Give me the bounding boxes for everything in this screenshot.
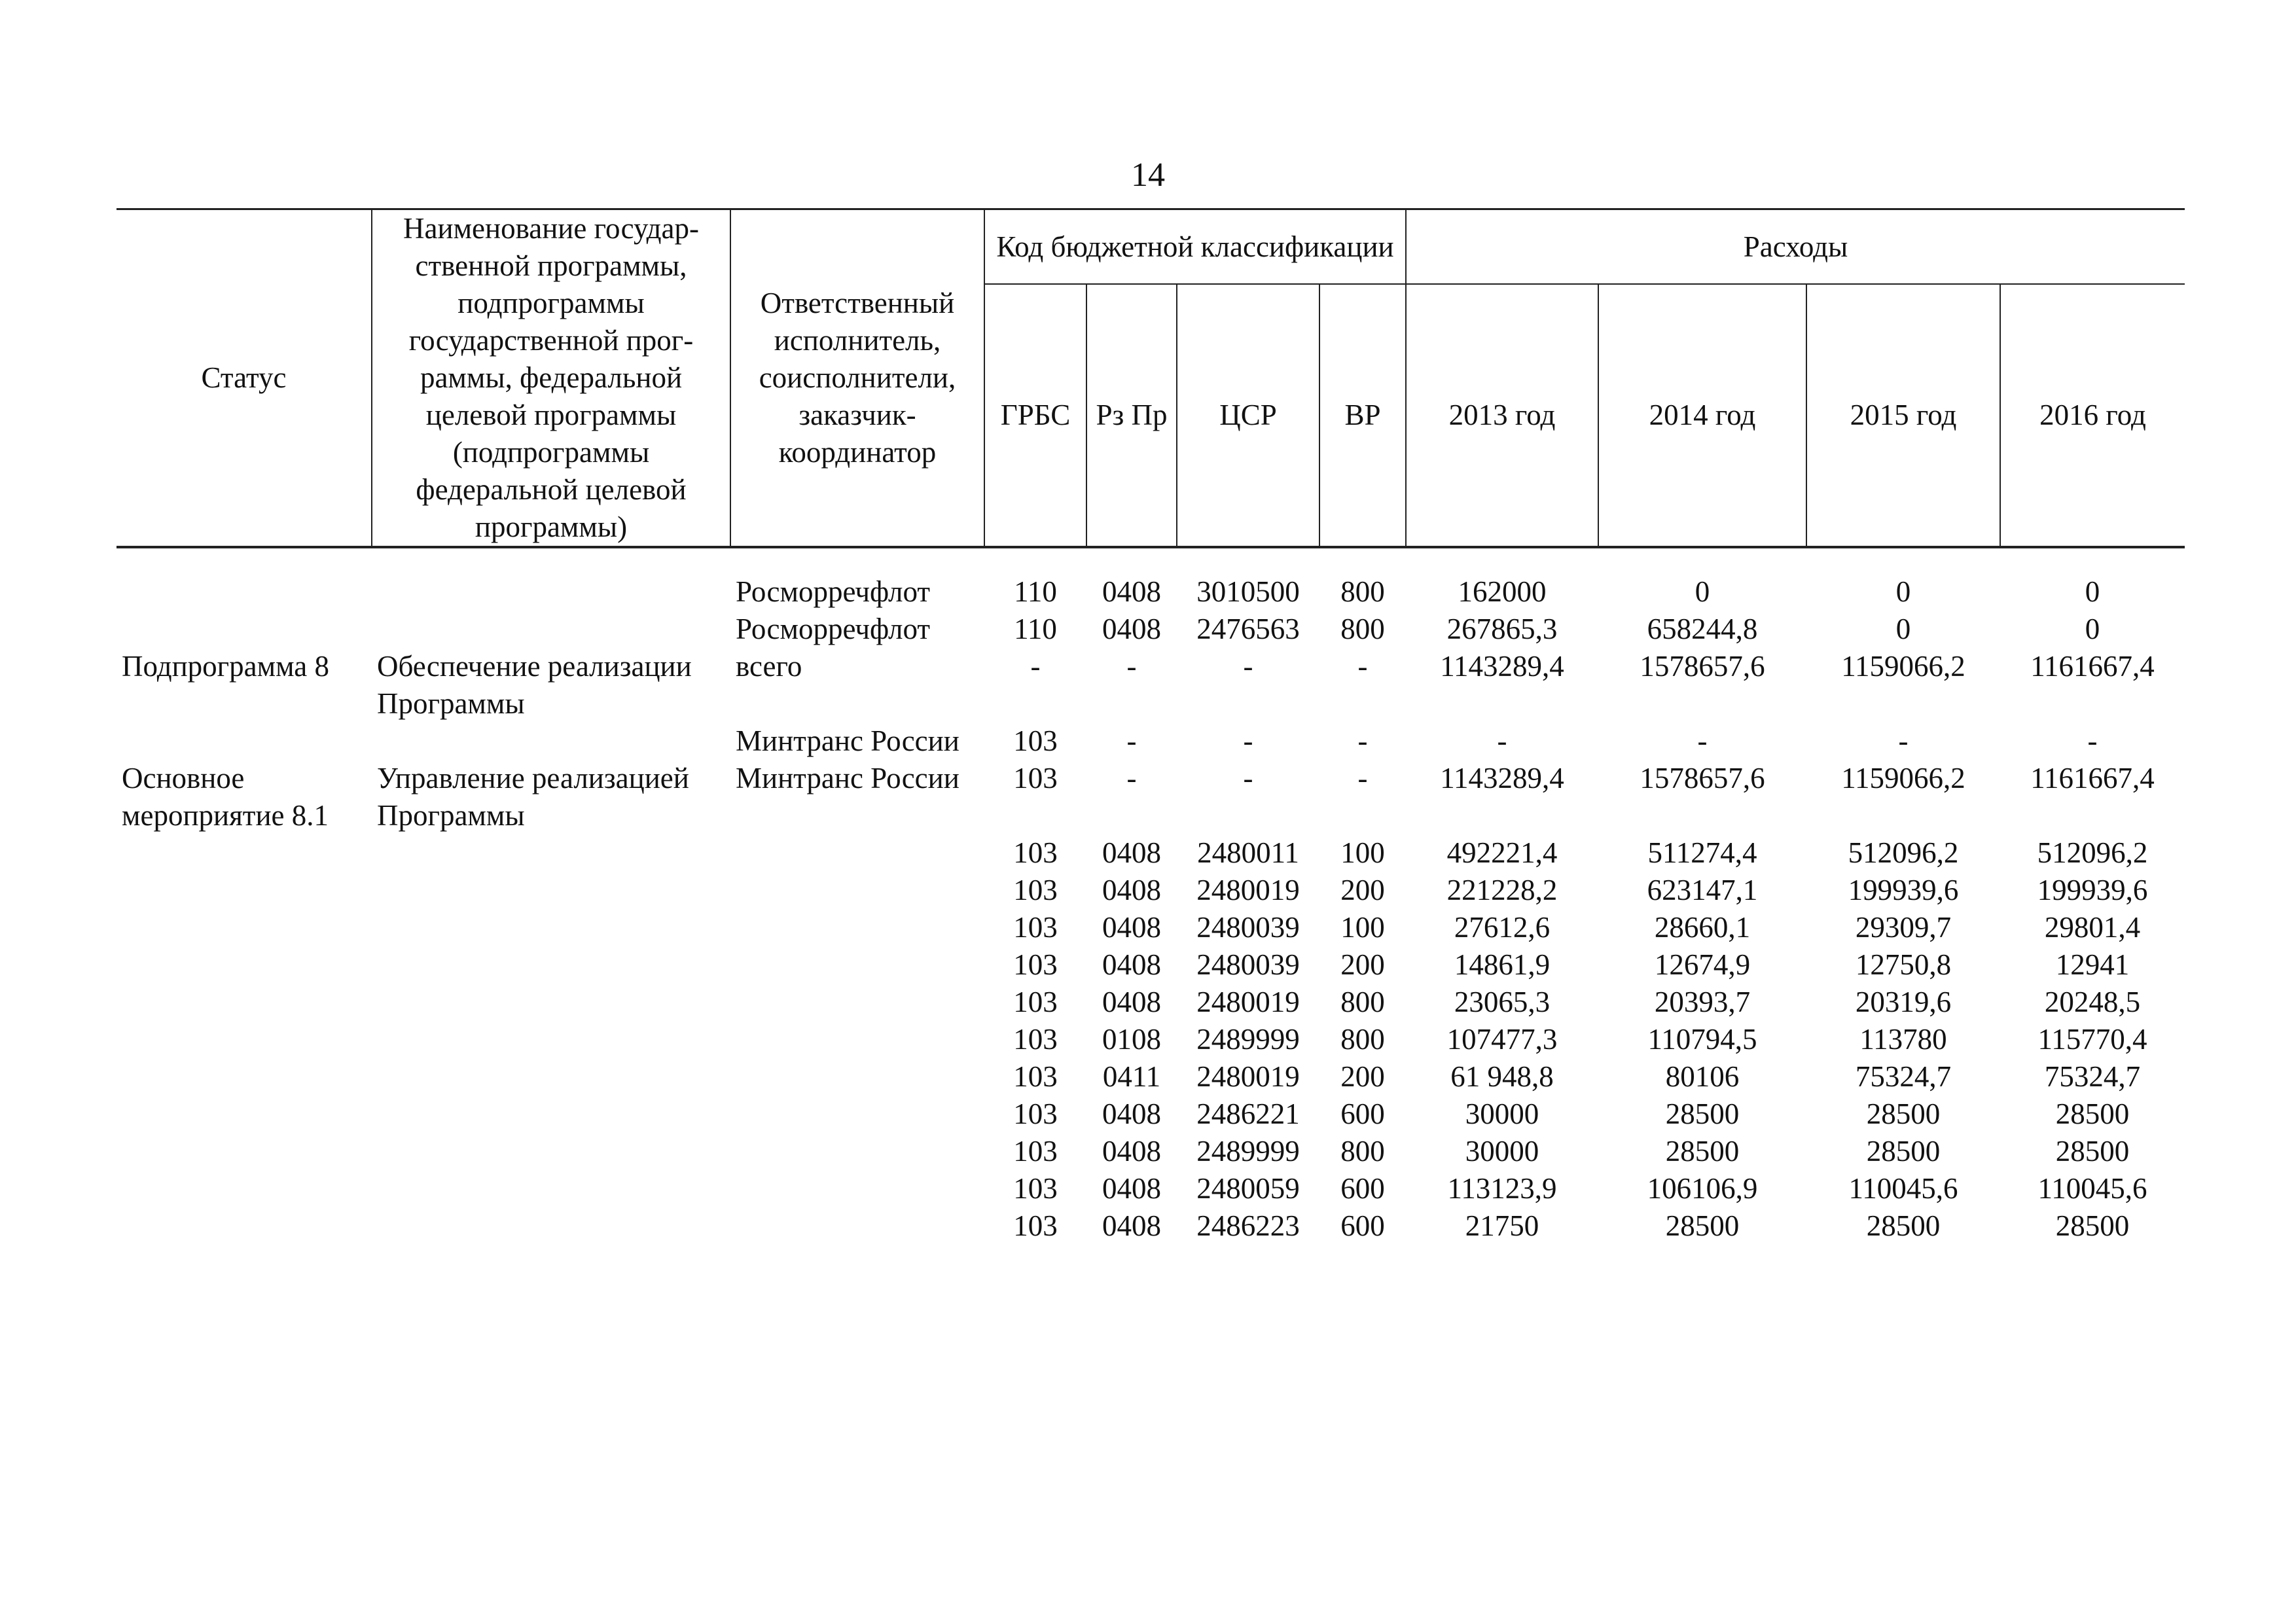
cell-rzpr: 0408	[1102, 1097, 1161, 1130]
table-row	[117, 1096, 2185, 1133]
table-row	[117, 834, 2185, 872]
cell-2015: 113780	[1859, 1023, 1947, 1056]
table-row	[117, 984, 2185, 1021]
cell-status: Подпрограмма 8	[122, 650, 329, 683]
cell-csr: 2480039	[1196, 911, 1300, 944]
cell-2013: 21750	[1465, 1209, 1539, 1242]
cell-vr: 600	[1340, 1097, 1385, 1130]
cell-grbs: 103	[1013, 1060, 1058, 1093]
cell-grbs: 103	[1013, 762, 1058, 794]
cell-vr: -	[1357, 762, 1368, 794]
cell-csr: -	[1243, 724, 1253, 757]
cell-2015: 199939,6	[1848, 874, 1959, 906]
cell-2015: 75324,7	[1855, 1060, 1952, 1093]
cell-status	[117, 1207, 372, 1245]
cell-csr: 2480059	[1196, 1172, 1300, 1205]
cell-grbs: 103	[1013, 986, 1058, 1018]
cell-rzpr: 0408	[1102, 1172, 1161, 1205]
header-year-2016: 2016 год	[2000, 284, 2185, 547]
table-row	[117, 1207, 2185, 1245]
header-expenses: Расходы	[1406, 209, 2185, 285]
cell-status	[117, 834, 372, 872]
cell-vr: 100	[1340, 836, 1385, 869]
cell-grbs: 110	[1014, 575, 1057, 608]
cell-rzpr: 0408	[1102, 836, 1161, 869]
header-budget-code: Код бюджетной классификации	[984, 209, 1406, 285]
cell-program-name	[372, 573, 730, 611]
header-vr: ВР	[1319, 284, 1406, 547]
cell-status: Основное мероприятие 8.1	[122, 762, 329, 832]
cell-status	[117, 946, 372, 984]
cell-program-name	[372, 834, 730, 872]
cell-responsible: Минтранс России	[736, 724, 960, 757]
table-body	[117, 548, 2185, 1245]
cell-responsible	[730, 984, 984, 1021]
header-year-2014: 2014 год	[1598, 284, 1806, 547]
cell-2015: 29309,7	[1855, 911, 1952, 944]
cell-responsible: Росморречфлот	[736, 575, 931, 608]
table-row	[117, 611, 2185, 648]
cell-csr: 2489999	[1196, 1023, 1300, 1056]
cell-grbs: 110	[1014, 613, 1057, 645]
header-program-name-text: Наименование государ-ственной программы, подпрограммы государственной прог-раммы, федеральной целевой программы (подпрограммы федеральной целевой программы)	[403, 212, 699, 543]
cell-vr: 800	[1340, 1135, 1385, 1168]
cell-vr: 200	[1340, 1060, 1385, 1093]
cell-2014: 12674,9	[1654, 948, 1751, 981]
cell-2013: 492221,4	[1446, 836, 1558, 869]
cell-2016: 12941	[2055, 948, 2130, 981]
cell-status	[117, 1170, 372, 1207]
table-row	[117, 573, 2185, 611]
cell-2016: 1161667,4	[2030, 650, 2155, 683]
cell-2015: 28500	[1866, 1135, 1941, 1168]
cell-vr: 100	[1340, 911, 1385, 944]
cell-2016: 0	[2085, 613, 2100, 645]
cell-2014: 20393,7	[1654, 986, 1751, 1018]
table-header	[117, 209, 2185, 549]
cell-2015: 110045,6	[1848, 1172, 1958, 1205]
cell-program-name	[372, 1207, 730, 1245]
cell-2013: 267865,3	[1446, 613, 1558, 645]
cell-2016: 29801,4	[2044, 911, 2141, 944]
cell-csr: 2489999	[1196, 1135, 1300, 1168]
cell-csr: 2476563	[1196, 613, 1300, 645]
cell-2014: 658244,8	[1647, 613, 1758, 645]
cell-2016: 1161667,4	[2030, 762, 2155, 794]
cell-2013: 30000	[1465, 1135, 1539, 1168]
table-row	[117, 1133, 2185, 1170]
cell-vr: 800	[1340, 986, 1385, 1018]
cell-2014: 0	[1695, 575, 1710, 608]
cell-csr: 2480019	[1196, 1060, 1300, 1093]
cell-rzpr: -	[1126, 724, 1137, 757]
cell-responsible: всего	[736, 650, 802, 683]
cell-csr: 2486221	[1196, 1097, 1300, 1130]
cell-status	[117, 1058, 372, 1096]
page-number-text: 14	[1131, 156, 1165, 194]
cell-2014: 106106,9	[1647, 1172, 1758, 1205]
table-row	[117, 1021, 2185, 1058]
cell-responsible	[730, 1021, 984, 1058]
cell-status	[117, 722, 372, 760]
cell-responsible	[730, 1096, 984, 1133]
cell-status	[117, 611, 372, 648]
cell-2015: 1159066,2	[1841, 762, 1965, 794]
cell-rzpr: 0408	[1102, 948, 1161, 981]
cell-2013: 1143289,4	[1440, 762, 1564, 794]
cell-vr: 800	[1340, 1023, 1385, 1056]
cell-program-name	[372, 1133, 730, 1170]
cell-status	[117, 872, 372, 909]
cell-responsible	[730, 909, 984, 946]
table-row	[117, 1058, 2185, 1096]
cell-csr: 2480019	[1196, 986, 1300, 1018]
cell-2016: -	[2087, 724, 2098, 757]
header-csr: ЦСР	[1177, 284, 1319, 547]
cell-2015: -	[1898, 724, 1909, 757]
cell-2014: 80106	[1665, 1060, 1740, 1093]
table-row	[117, 909, 2185, 946]
cell-responsible: Минтранс России	[736, 762, 960, 794]
cell-responsible	[730, 1170, 984, 1207]
cell-status	[117, 1021, 372, 1058]
cell-vr: 200	[1340, 874, 1385, 906]
cell-program-name	[372, 1021, 730, 1058]
cell-grbs: 103	[1013, 874, 1058, 906]
cell-rzpr: 0408	[1102, 911, 1161, 944]
table-row	[117, 648, 2185, 722]
cell-2015: 0	[1895, 575, 1911, 608]
cell-vr: 200	[1340, 948, 1385, 981]
cell-program-name: Управление реализацией Программы	[377, 762, 689, 832]
cell-2014: -	[1697, 724, 1708, 757]
cell-2013: 14861,9	[1454, 948, 1551, 981]
cell-2013: 221228,2	[1446, 874, 1558, 906]
cell-2016: 28500	[2055, 1209, 2130, 1242]
cell-csr: 3010500	[1196, 575, 1300, 608]
cell-2015: 1159066,2	[1841, 650, 1965, 683]
cell-vr: 600	[1340, 1172, 1385, 1205]
cell-vr: -	[1357, 724, 1368, 757]
cell-program-name	[372, 984, 730, 1021]
cell-2016: 199939,6	[2037, 874, 2148, 906]
cell-program-name	[372, 1096, 730, 1133]
cell-2013: 30000	[1465, 1097, 1539, 1130]
cell-2013: 61 948,8	[1450, 1060, 1554, 1093]
cell-csr: 2480011	[1197, 836, 1299, 869]
cell-status	[117, 1133, 372, 1170]
cell-grbs: 103	[1013, 1135, 1058, 1168]
cell-2016: 20248,5	[2044, 986, 2141, 1018]
cell-2014: 28500	[1665, 1097, 1740, 1130]
table-row	[117, 760, 2185, 834]
cell-program-name: Обеспечение реализации Программы	[377, 650, 692, 720]
header-program-name	[372, 209, 730, 548]
cell-2016: 75324,7	[2044, 1060, 2141, 1093]
cell-2013: 1143289,4	[1440, 650, 1564, 683]
cell-status	[117, 573, 372, 611]
cell-2014: 28660,1	[1654, 911, 1751, 944]
cell-rzpr: 0408	[1102, 575, 1161, 608]
cell-program-name	[372, 909, 730, 946]
cell-program-name	[372, 1170, 730, 1207]
cell-2016: 28500	[2055, 1135, 2130, 1168]
cell-2013: 162000	[1458, 575, 1547, 608]
cell-program-name	[372, 1058, 730, 1096]
cell-rzpr: -	[1126, 762, 1137, 794]
cell-grbs: 103	[1013, 1209, 1058, 1242]
cell-grbs: -	[1030, 650, 1041, 683]
cell-responsible	[730, 1207, 984, 1245]
cell-2015: 28500	[1866, 1097, 1941, 1130]
cell-csr: 2480039	[1196, 948, 1300, 981]
header-grbs: ГРБС	[984, 284, 1086, 547]
cell-responsible: Росморречфлот	[736, 613, 931, 645]
cell-status	[117, 984, 372, 1021]
budget-table	[117, 208, 2185, 1245]
cell-2014: 1578657,6	[1640, 762, 1765, 794]
cell-grbs: 103	[1013, 1023, 1058, 1056]
cell-2016: 0	[2085, 575, 2100, 608]
table-row	[117, 722, 2185, 760]
cell-csr: -	[1243, 762, 1253, 794]
cell-2016: 115770,4	[2037, 1023, 2147, 1056]
cell-responsible	[730, 946, 984, 984]
cell-status	[117, 1096, 372, 1133]
cell-csr: -	[1243, 650, 1253, 683]
cell-rzpr: 0108	[1102, 1023, 1161, 1056]
cell-2014: 511274,4	[1647, 836, 1757, 869]
cell-rzpr: 0408	[1102, 1135, 1161, 1168]
cell-csr: 2480019	[1196, 874, 1300, 906]
cell-2015: 0	[1895, 613, 1911, 645]
cell-rzpr: 0408	[1102, 874, 1161, 906]
cell-2015: 20319,6	[1855, 986, 1952, 1018]
cell-2014: 623147,1	[1647, 874, 1758, 906]
header-status: Статус	[117, 209, 372, 548]
cell-vr: 600	[1340, 1209, 1385, 1242]
header-year-2015: 2015 год	[1806, 284, 2000, 547]
cell-2016: 512096,2	[2037, 836, 2148, 869]
cell-2016: 110045,6	[2037, 1172, 2147, 1205]
cell-responsible	[730, 872, 984, 909]
cell-2016: 28500	[2055, 1097, 2130, 1130]
cell-2014: 1578657,6	[1640, 650, 1765, 683]
cell-program-name	[372, 946, 730, 984]
header-rzpr: Рз Пр	[1086, 284, 1177, 547]
cell-status	[117, 909, 372, 946]
cell-program-name	[372, 611, 730, 648]
cell-grbs: 103	[1013, 1172, 1058, 1205]
header-year-2013: 2013 год	[1406, 284, 1598, 547]
cell-2013: 23065,3	[1454, 986, 1551, 1018]
cell-rzpr: 0408	[1102, 613, 1161, 645]
table-row	[117, 946, 2185, 984]
table-row	[117, 1170, 2185, 1207]
cell-vr: 800	[1340, 575, 1385, 608]
cell-2015: 12750,8	[1855, 948, 1952, 981]
cell-2014: 110794,5	[1647, 1023, 1757, 1056]
cell-rzpr: 0411	[1102, 1060, 1161, 1093]
cell-2014: 28500	[1665, 1209, 1740, 1242]
cell-grbs: 103	[1013, 836, 1058, 869]
cell-grbs: 103	[1013, 724, 1058, 757]
cell-csr: 2486223	[1196, 1209, 1300, 1242]
cell-program-name	[372, 722, 730, 760]
cell-responsible	[730, 834, 984, 872]
cell-program-name	[372, 872, 730, 909]
cell-grbs: 103	[1013, 1097, 1058, 1130]
cell-vr: -	[1357, 650, 1368, 683]
cell-vr: 800	[1340, 613, 1385, 645]
cell-2015: 512096,2	[1848, 836, 1959, 869]
body-spacer	[117, 548, 2185, 573]
cell-2013: -	[1497, 724, 1507, 757]
cell-rzpr: 0408	[1102, 1209, 1161, 1242]
cell-2013: 113123,9	[1447, 1172, 1557, 1205]
cell-2013: 107477,3	[1446, 1023, 1558, 1056]
cell-responsible	[730, 1058, 984, 1096]
cell-grbs: 103	[1013, 911, 1058, 944]
cell-rzpr: -	[1126, 650, 1137, 683]
cell-2014: 28500	[1665, 1135, 1740, 1168]
cell-responsible	[730, 1133, 984, 1170]
cell-2015: 28500	[1866, 1209, 1941, 1242]
cell-rzpr: 0408	[1102, 986, 1161, 1018]
cell-grbs: 103	[1013, 948, 1058, 981]
cell-2013: 27612,6	[1454, 911, 1551, 944]
header-responsible: Ответственный исполнитель, соисполнители, заказчик-координатор	[730, 209, 984, 548]
table-row	[117, 872, 2185, 909]
